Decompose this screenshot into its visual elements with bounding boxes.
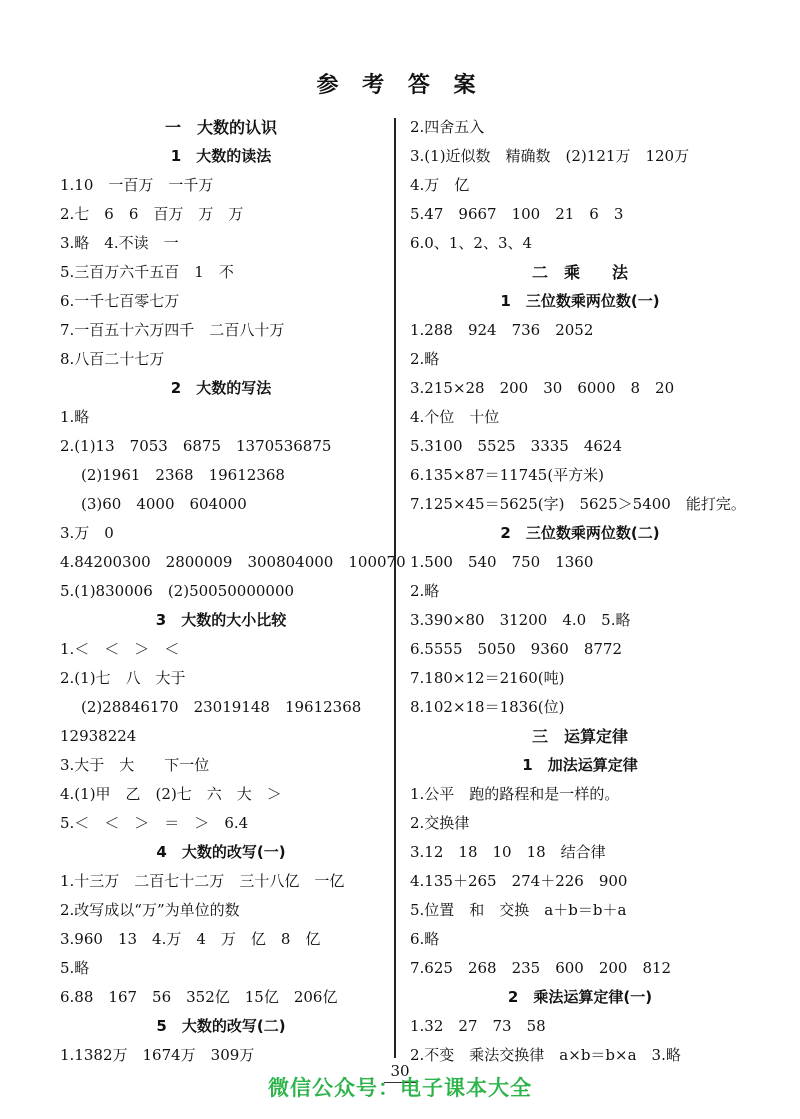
answer-line: 6.一千七百零七万 (60, 292, 180, 310)
answer-line: 1.公平 跑的路程和是一样的。 (410, 785, 620, 803)
section-heading: 5 大数的改写(二) (156, 1017, 286, 1035)
answer-column-right (410, 113, 750, 1070)
answer-line: 2.(1)13 7053 6875 1370536875 (60, 437, 332, 455)
answer-line: 5.47 9667 100 21 6 3 (410, 205, 624, 223)
answer-line: 7.一百五十六万四千 二百八十万 (60, 321, 285, 339)
answer-line: 2.交换律 (410, 814, 470, 832)
answer-line: 1.1382万 1674万 309万 (60, 1046, 255, 1064)
chapter-heading: 三 运算定律 (531, 727, 628, 746)
section-heading: 1 三位数乘两位数(一) (500, 292, 660, 310)
answer-line: 6.135×87＝11745(平方米) (410, 466, 605, 484)
answer-line: 7.125×45＝5625(字) 5625＞5400 能打完。 (410, 495, 746, 513)
answer-line: 8.102×18＝1836(位) (410, 698, 565, 716)
answer-line: 3.略 4.不读 一 (60, 234, 179, 252)
answer-line: 1.10 一百万 一千万 (60, 176, 214, 194)
chapter-heading: 一 大数的认识 (164, 118, 277, 137)
answer-line: 6.88 167 56 352亿 15亿 206亿 (60, 988, 338, 1006)
answer-line: 1.十三万 二百七十二万 三十八亿 一亿 (60, 872, 345, 890)
answer-line: 1.32 27 73 58 (410, 1017, 546, 1035)
answer-line: 6.5555 5050 9360 8772 (410, 640, 623, 658)
section-heading: 1 大数的读法 (170, 147, 272, 165)
answer-line: 3.390×80 31200 4.0 5.略 (410, 611, 631, 629)
answer-line: 2.七 6 6 百万 万 万 (60, 205, 244, 223)
section-heading: 1 加法运算定律 (522, 756, 638, 774)
answer-line: 1.略 (60, 408, 90, 426)
answer-line: 3.万 0 (60, 524, 114, 542)
answer-line: 4.135＋265 274＋226 900 (410, 872, 628, 890)
section-heading: 2 乘法运算定律(一) (507, 988, 653, 1006)
page-title: 参 考 答 案 (316, 73, 484, 98)
answer-line: 4.万 亿 (410, 176, 470, 194)
answer-line: (2)1961 2368 19612368 (81, 466, 285, 484)
answer-line: 5.(1)830006 (2)50050000000 (60, 582, 295, 600)
answer-line: 1.288 924 736 2052 (410, 321, 594, 339)
answer-line: 7.180×12＝2160(吨) (410, 669, 565, 687)
answer-line: 5.＜ ＜ ＞ ＝ ＞ 6.4 (60, 814, 249, 832)
page-number: 30 (0, 1062, 800, 1080)
answer-line: 8.八百二十七万 (60, 350, 165, 368)
answer-line: 5.略 (60, 959, 90, 977)
answer-line: 2.略 (410, 582, 440, 600)
answer-line: 4.(1)甲 乙 (2)七 六 大 ＞ (60, 785, 282, 803)
section-heading: 3 大数的大小比较 (155, 611, 287, 629)
answer-line: 3.12 18 10 18 结合律 (410, 843, 606, 861)
answer-line: 2.不变 乘法交换律 a×b＝b×a 3.略 (410, 1046, 681, 1064)
answer-line: (3)60 4000 604000 (81, 495, 247, 513)
answer-line: 1.＜ ＜ ＞ ＜ (60, 640, 180, 658)
answer-line: 2.四舍五入 (410, 118, 485, 136)
section-heading: 2 大数的写法 (170, 379, 272, 397)
section-heading: 4 大数的改写(一) (156, 843, 286, 861)
answer-line: 12938224 (60, 727, 137, 745)
answer-line: 2.略 (410, 350, 440, 368)
answer-line: 3.(1)近似数 精确数 (2)121万 120万 (410, 147, 690, 165)
answer-line: 6.0、1、2、3、4 (410, 234, 533, 252)
column-divider (394, 118, 396, 1058)
answer-line: 6.略 (410, 930, 440, 948)
answer-line: 2.(1)七 八 大于 (60, 669, 186, 687)
answer-line: 1.500 540 750 1360 (410, 553, 594, 571)
section-heading: 2 三位数乘两位数(二) (500, 524, 660, 542)
answer-line: 3.960 13 4.万 4 万 亿 8 亿 (60, 930, 321, 948)
answer-line: 3.大于 大 下一位 (60, 756, 210, 774)
answer-line: 7.625 268 235 600 200 812 (410, 959, 672, 977)
watermark-text: 微信公众号：电子课本大全 (268, 1076, 532, 1100)
answer-line: (2)28846170 23019148 19612368 (81, 698, 362, 716)
answer-line: 5.位置 和 交换 a＋b＝b＋a (410, 901, 627, 919)
answer-column-left (60, 113, 406, 1070)
answer-line: 4.84200300 2800009 300804000 100070 (60, 553, 406, 571)
answer-line: 4.个位 十位 (410, 408, 500, 426)
answer-line: 5.3100 5525 3335 4624 (410, 437, 623, 455)
chapter-heading: 二 乘 法 (531, 263, 628, 282)
answer-line: 3.215×28 200 30 6000 8 20 (410, 379, 675, 397)
answer-line: 5.三百万六千五百 1 不 (60, 263, 234, 281)
answer-line: 2.改写成以“万”为单位的数 (60, 901, 240, 919)
